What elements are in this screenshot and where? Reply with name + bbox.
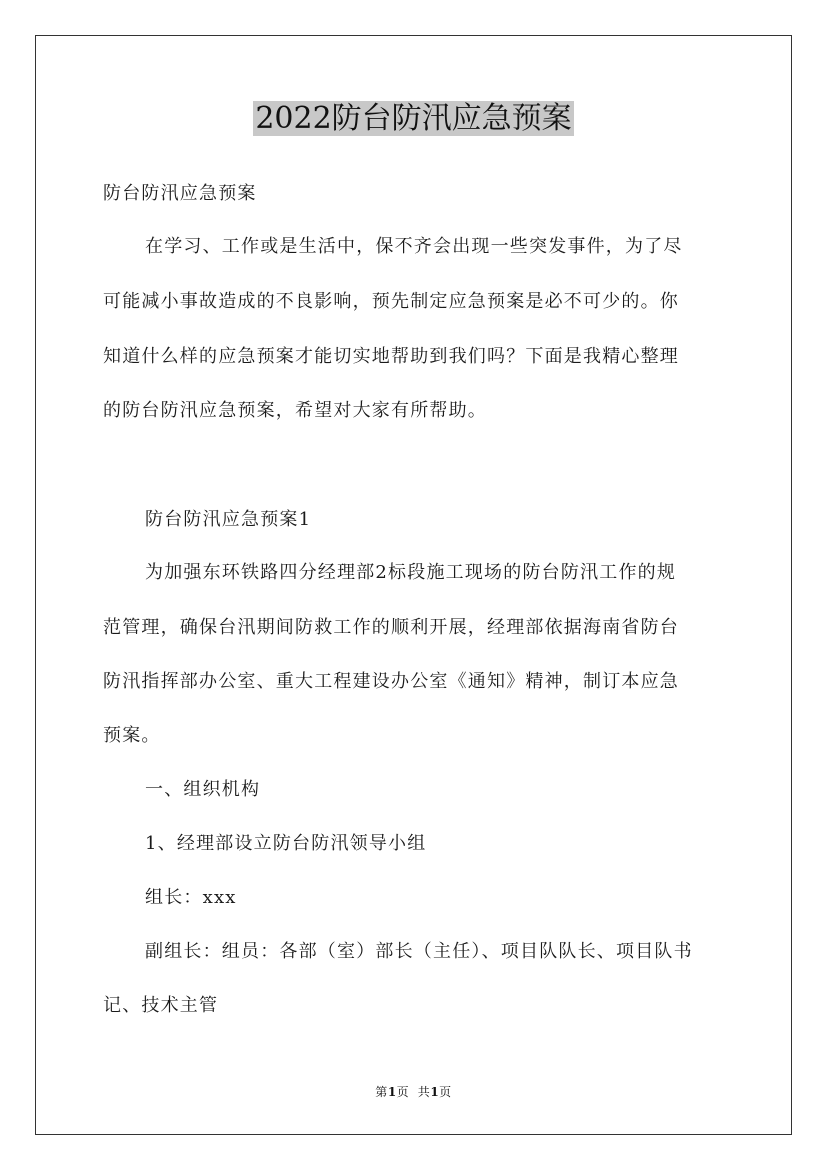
section-title: 防台防汛应急预案1 bbox=[145, 509, 312, 530]
para1-line-2: 范管理，确保台汛期间防救工作的顺利开展，经理部依据海南省防台 bbox=[103, 617, 679, 638]
footer-page-pre: 第 bbox=[375, 1085, 388, 1099]
intro-line-3: 知道什么样的应急预案才能切实地帮助到我们吗？下面是我精心整理 bbox=[103, 346, 679, 367]
footer-page-number: 1 bbox=[387, 1085, 397, 1099]
heading-organization: 一、组织机构 bbox=[145, 779, 261, 800]
document-title-text: 2022防台防汛应急预案 bbox=[255, 101, 572, 136]
footer-total-pages: 1 bbox=[430, 1085, 440, 1099]
document-title bbox=[0, 96, 827, 142]
page-footer bbox=[0, 1083, 827, 1100]
item-leadership-group: 1、经理部设立防台防汛领导小组 bbox=[145, 833, 427, 854]
subtitle: 防台防汛应急预案 bbox=[103, 183, 257, 204]
footer-page-post: 页 bbox=[439, 1085, 452, 1099]
deputy-line-1: 副组长：组员：各部（室）部长（主任）、项目队队长、项目队书 bbox=[145, 941, 693, 962]
intro-line-1: 在学习、工作或是生活中，保不齐会出现一些突发事件，为了尽 bbox=[145, 236, 683, 257]
intro-line-4: 的防台防汛应急预案，希望对大家有所帮助。 bbox=[103, 400, 487, 421]
footer-page-mid: 页 共 bbox=[396, 1085, 431, 1099]
leader-line: 组长：xxx bbox=[145, 887, 237, 908]
deputy-line-2: 记、技术主管 bbox=[103, 995, 219, 1016]
intro-line-2: 可能减小事故造成的不良影响，预先制定应急预案是必不可少的。你 bbox=[103, 291, 679, 312]
para1-line-1: 为加强东环铁路四分经理部2标段施工现场的防台防汛工作的规 bbox=[145, 562, 677, 583]
para1-line-3: 防汛指挥部办公室、重大工程建设办公室《通知》精神，制订本应急 bbox=[103, 671, 679, 692]
para1-line-4: 预案。 bbox=[103, 725, 161, 746]
